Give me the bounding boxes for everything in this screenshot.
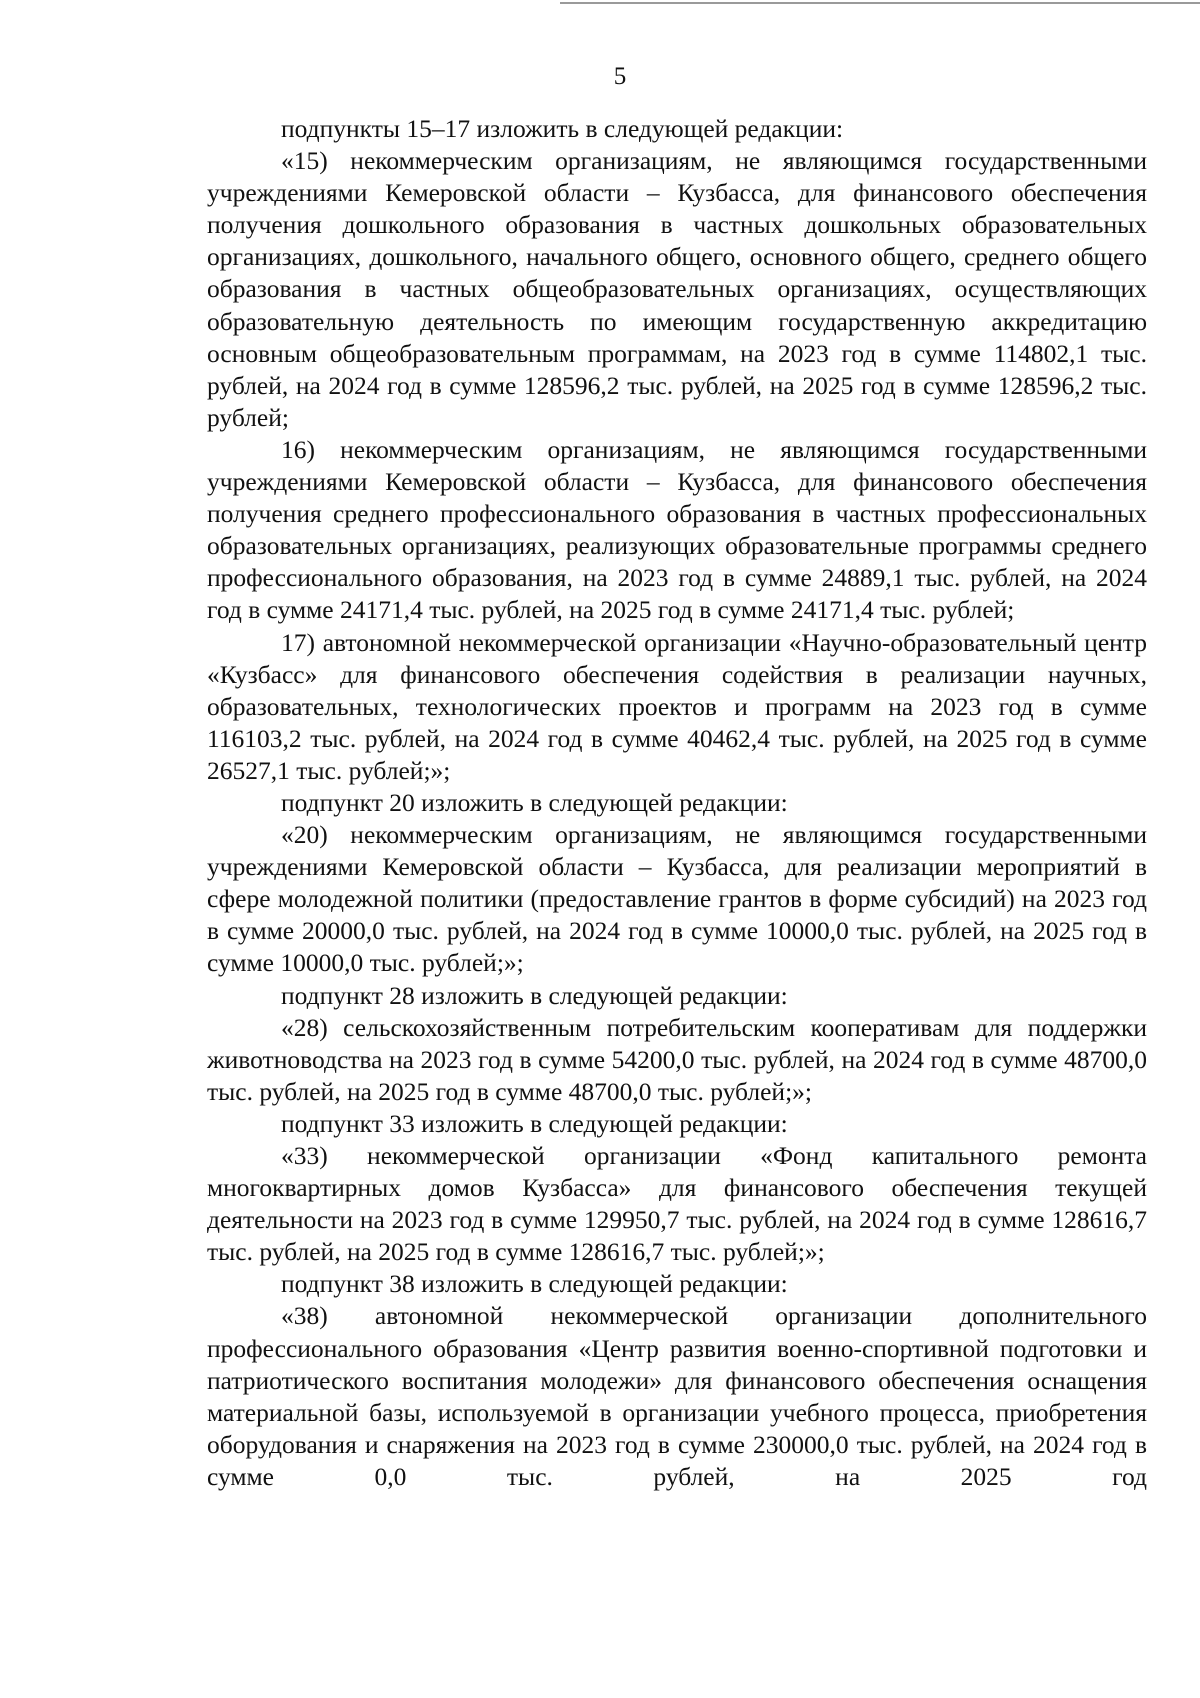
paragraph-intro-33: подпункт 33 изложить в следующей редакции: (281, 1108, 788, 1138)
paragraph-item-38: «38) автономной некоммерческой организации дополнительного профессионального образования «Центр развития военно-спортивной подготовки и патриотического воспитания молодежи» для финансового обеспечения оснащения материальной базы, используемой в организации учебного процесса, приобретения оборудования и снаряжения на 2023 год в сумме 230000,0 тыс. рублей, на 2024 год в сумме 0,0 тыс. рублей, на 2025 год (207, 1301, 1147, 1491)
paragraph-item-28: «28) сельскохозяйственным потребительским кооперативам для поддержки животноводства на 2023 год в сумме 54200,0 тыс. рублей, на 2024 год в сумме 48700,0 тыс. рублей, на 2025 год в сумме 48700,0 тыс. рублей;»; (207, 1012, 1147, 1106)
paragraph-item-15: «15) некоммерческим организациям, не являющимся государственными учреждениями Кемеровской области – Кузбасса, для финансового обеспечения получения дошкольного образования в частных дошкольных образовательных организациях, дошкольного, начального общего, основного общего, среднего общего образования в частных общеобразовательных организациях, осуществляющих образовательную деятельность по имеющим государственную аккредитацию основным общеобразовательным программам, на 2023 год в сумме 114802,1 тыс. рублей, на 2024 год в сумме 128596,2 тыс. рублей, на 2025 год в сумме 128596,2 тыс. рублей; (207, 146, 1147, 432)
paragraph-intro-20: подпункт 20 изложить в следующей редакции: (281, 787, 788, 817)
paragraph-item-17: 17) автономной некоммерческой организации «Научно-образовательный центр «Кузбасс» для финансового обеспечения содействия в реализации научных, образовательных, технологических проектов и программ на 2023 год в сумме 116103,2 тыс. рублей, на 2024 год в сумме 40462,4 тыс. рублей, на 2025 год в сумме 26527,1 тыс. рублей;»; (207, 627, 1147, 785)
paragraph-intro-38: подпункт 38 изложить в следующей редакции: (281, 1269, 788, 1299)
top-border-line (560, 2, 1200, 4)
paragraph-intro-15-17: подпункты 15–17 изложить в следующей редакции: (281, 114, 844, 143)
paragraph-intro-28: подпункт 28 изложить в следующей редакции: (281, 980, 788, 1010)
document-body (207, 113, 1147, 1493)
paragraph-item-33: «33) некоммерческой организации «Фонд капитального ремонта многоквартирных домов Кузбасса» для финансового обеспечения текущей деятельности на 2023 год в сумме 129950,7 тыс. рублей, на 2024 год в сумме 128616,7 тыс. рублей, на 2025 год в сумме 128616,7 тыс. рублей;»; (207, 1141, 1147, 1267)
page-number: 5 (613, 63, 627, 90)
paragraph-item-16: 16) некоммерческим организациям, не являющимся государственными учреждениями Кемеровской области – Кузбасса, для финансового обеспечения получения среднего профессионального образования в частных профессиональных образовательных организациях, реализующих образовательные программы среднего профессионального образования, на 2023 год в сумме 24889,1 тыс. рублей, на 2024 год в сумме 24171,4 тыс. рублей, на 2025 год в сумме 24171,4 тыс. рублей; (207, 434, 1147, 625)
paragraph-item-20: «20) некоммерческим организациям, не являющимся государственными учреждениями Кемеровской области – Кузбасса, для реализации мероприятий в сфере молодежной политики (предоставление грантов в форме субсидий) на 2023 год в сумме 20000,0 тыс. рублей, на 2024 год в сумме 10000,0 тыс. рублей, на 2025 год в сумме 10000,0 тыс. рублей;»; (207, 820, 1147, 978)
